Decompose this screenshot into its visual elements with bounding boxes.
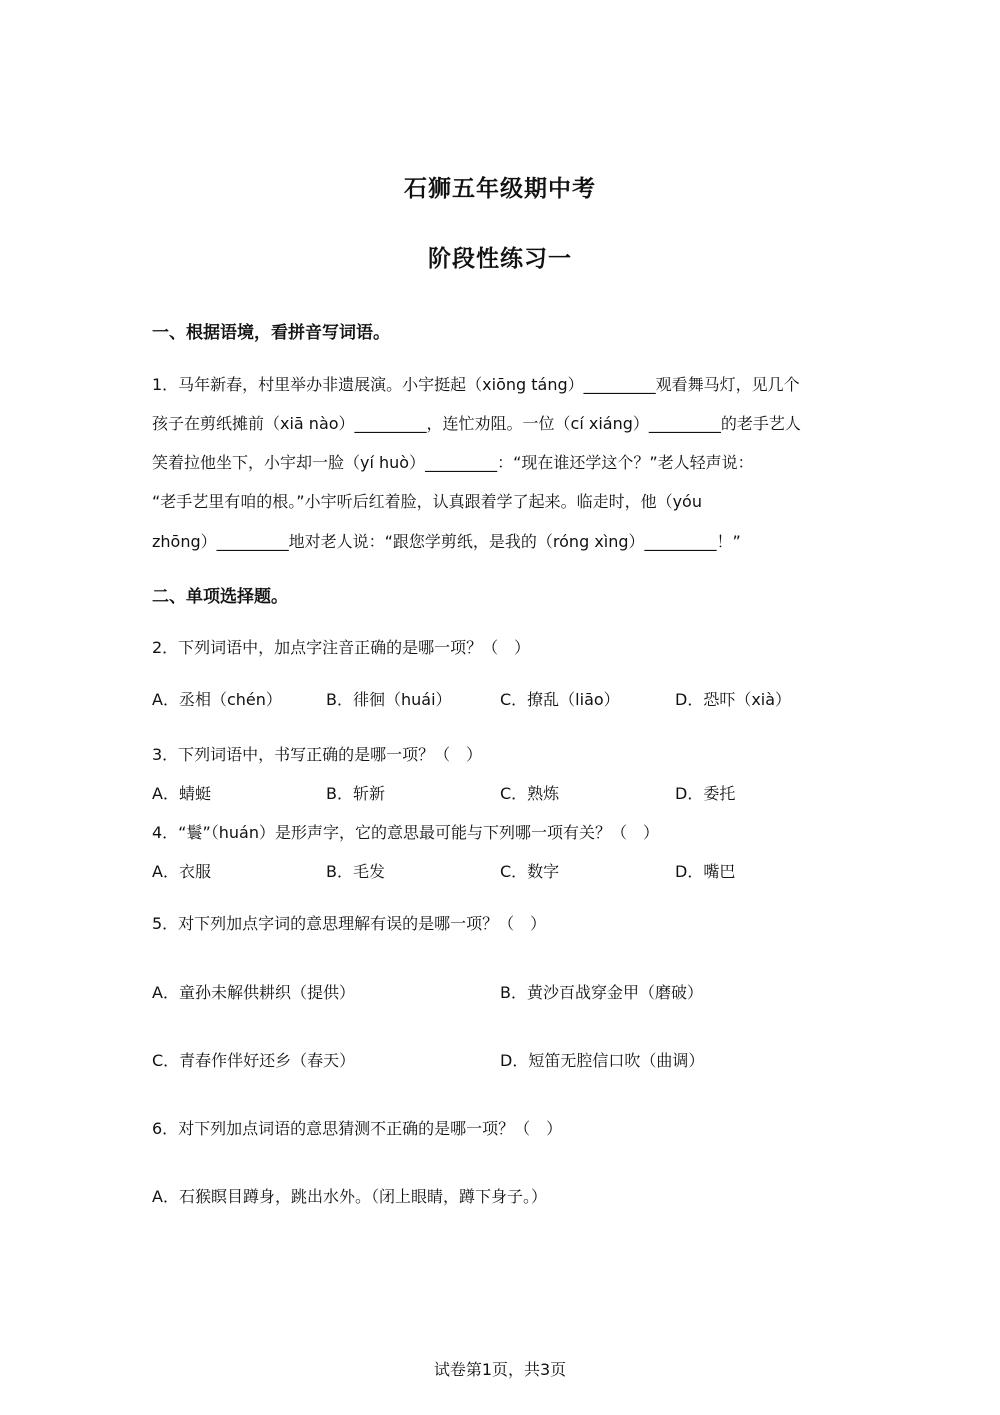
- question-2-option-a: A．丞相（chén）: [152, 690, 282, 709]
- section-heading-pinyin: 一、根据语境，看拼音写词语。: [152, 323, 390, 343]
- question-2-option-d: D．恐吓（xià）: [675, 690, 792, 709]
- section-heading-choice: 二、单项选择题。: [152, 587, 288, 607]
- question-3-option-b: B．斩新: [326, 784, 385, 803]
- question-3-stem: 3．下列词语中，书写正确的是哪一项？（ ）: [152, 745, 483, 764]
- page-subtitle: 阶段性练习一: [428, 246, 572, 272]
- passage-line: 1．马年新春，村里举办非遗展演。小宇挺起（xiōng táng）_________观看舞马灯，见几个: [152, 375, 800, 394]
- question-4-option-c: C．数字: [500, 862, 560, 881]
- question-2-option-b: B．徘徊（huái）: [326, 690, 452, 709]
- page-title: 石狮五年级期中考: [404, 176, 596, 202]
- passage-line: “老手艺里有咱的根。”小宇听后红着脸，认真跟着学了起来。临走时，他（yóu: [152, 492, 702, 511]
- question-2-option-c: C．撩乱（liāo）: [500, 690, 620, 709]
- question-3-option-c: C．熟炼: [500, 784, 560, 803]
- question-3-option-d: D．委托: [675, 784, 736, 803]
- question-5-option-d: D．短笛无腔信口吹（曲调）: [500, 1051, 705, 1070]
- question-6-option-a: A．石猴瞑目蹲身，跳出水外。（闭上眼睛，蹲下身子。）: [152, 1187, 547, 1206]
- question-2-stem: 2．下列词语中，加点字注音正确的是哪一项？（ ）: [152, 638, 531, 657]
- question-4-stem: 4．“鬟”（huán）是形声字，它的意思最可能与下列哪一项有关？（ ）: [152, 823, 659, 842]
- question-4-option-a: A．衣服: [152, 862, 211, 881]
- question-3-option-a: A．蜻蜓: [152, 784, 211, 803]
- passage-line: 孩子在剪纸摊前（xiā nào）_________，连忙劝阻。一位（cí xiáng）_________的老手艺人: [152, 414, 801, 433]
- question-4-option-b: B．毛发: [326, 862, 385, 881]
- page-footer: 试卷第1页，共3页: [433, 1360, 567, 1379]
- question-5-stem: 5．对下列加点字词的意思理解有误的是哪一项？（ ）: [152, 914, 547, 933]
- question-5-option-b: B．黄沙百战穿金甲（磨破）: [500, 983, 703, 1002]
- question-5-option-a: A．童孙未解供耕织（提供）: [152, 983, 355, 1002]
- passage-line: zhōng）_________地对老人说：“跟您学剪纸，是我的（róng xìng）_________！”: [152, 532, 741, 551]
- question-5-option-c: C．青春作伴好还乡（春天）: [152, 1051, 356, 1070]
- question-6-stem: 6．对下列加点词语的意思猜测不正确的是哪一项？（ ）: [152, 1119, 563, 1138]
- passage-line: 笑着拉他坐下，小宇却一脸（yí huò）_________：“现在谁还学这个？”老人轻声说：: [152, 453, 754, 472]
- question-4-option-d: D．嘴巴: [675, 862, 736, 881]
